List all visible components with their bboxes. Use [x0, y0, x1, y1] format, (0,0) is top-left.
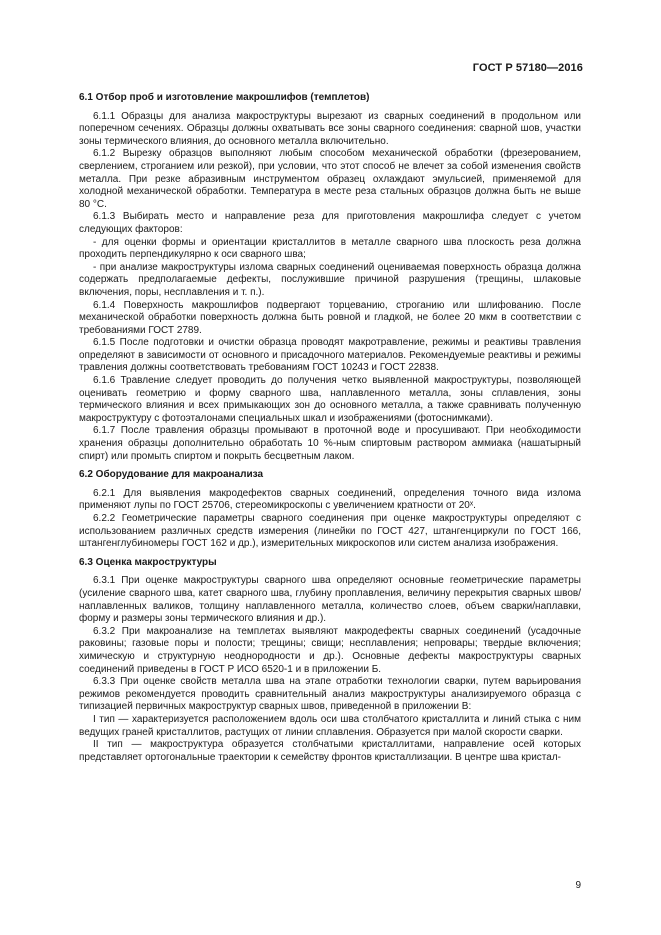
- section-heading-6-3: 6.3 Оценка макроструктуры: [79, 556, 217, 568]
- section-heading-6-1: 6.1 Отбор проб и изготовление макрошлифов (темплетов): [79, 92, 370, 103]
- paragraph-type-2: II тип — макроструктура образуется столбчатыми кристаллитами, направление осей которых представляет ортогональные траектории к семейству фронтов кристаллизации. В центре шва кристал-: [79, 739, 581, 763]
- paragraph-6-2-2: 6.2.2 Геометрические параметры сварного соединения при оценке макроструктуры определяют с использованием различных средств измерения (линейки по ГОСТ 427, штангенциркули по ГОСТ 166, штангенглубиномеры ГОСТ 162 и др.), измерительных микроскопов или систем анализа изображения.: [79, 513, 581, 550]
- paragraph-6-3-3: 6.3.3 При оценке свойств металла шва на этапе отработки технологии сварки, путем варьирования режимов рекомендуется проводить сравнительный анализ макроструктуры анализируемого образца с типизацией первичных макроструктур сварных швов, приведенной в приложении В:: [79, 676, 581, 713]
- list-item: - для оценки формы и ориентации кристаллитов в металле сварного шва плоскость реза должна проходить перпендикулярно к оси сварного шва;: [79, 236, 581, 261]
- paragraph-6-1-5: 6.1.5 После подготовки и очистки образца проводят макротравление, режимы и реактивы травления определяют в зависимости от основного и присадочного материалов. Рекомендуемые реактивы и режимы травления должны соответствовать требованиям ГОСТ 10243 и ГОСТ 22838.: [79, 337, 581, 374]
- paragraph-type-1: I тип — характеризуется расположением вдоль оси шва столбчатого кристаллита и линий стыка с ним ведущих граней кристаллитов, растущих от линии сплавления. Образуется при малой скорости сварки.: [79, 713, 581, 738]
- paragraph-6-1-6: 6.1.6 Травление следует проводить до получения четко выявленной макроструктуры, позволяющей оценивать геометрию и форму сварного шва, наплавленного металла, зоны сплавления, зоны термического влияния и всех примыкающих зон до основного металла, а также сравнивать полученную макроструктуру с фотоэталонами специальных шкал и изображениями (фотоснимками).: [79, 375, 581, 424]
- paragraph-6-1-4: 6.1.4 Поверхность макрошлифов подвергают торцеванию, строганию или шлифованию. После механической обработки поверхность должна быть ровной и гладкой, не более 20 мкм в соответствии с требованиями ГОСТ 2789.: [79, 299, 581, 336]
- paragraph-6-3-1: 6.3.1 При оценке макроструктуры сварного шва определяют основные геометрические параметры (усиление сварного шва, катет сварного шва, глубину проплавления, величину перекрытия сварных швов/наплавленных валиков, толщину наплавленного металла, количество слоев, объем сварки/наплавки, форму и размеры зоны термического влияния и др.).: [79, 575, 581, 625]
- paragraph-6-1-2: 6.1.2 Вырезку образцов выполняют любым способом механической обработки (фрезерованием, сверлением, строганием или резкой), при условии, что этот способ не влечет за собой изменения свойств металла. При резке абразивным инструментом образец охлаждают эмульсией, применяемой для холодной механической обработки. Температура в месте реза стальных образцов должна быть не выше 80 °С.: [79, 148, 581, 210]
- paragraph-6-3-2: 6.3.2 При макроанализе на темплетах выявляют макродефекты сварных соединений (усадочные раковины; газовые поры и полости; трещины; свищи; несплавления; непровары; твердые включения; химическую и структурную неоднородности и др.). Основные дефекты макроструктуры сварных соединений приведены в ГОСТ Р ИСО 6520-1 и в приложении Б.: [79, 625, 581, 675]
- section-heading-6-2: 6.2 Оборудование для макроанализа: [79, 469, 264, 481]
- paragraph-6-1-1: 6.1.1 Образцы для анализа макроструктуры вырезают из сварных соединений в продольном или поперечном сечениях. Образцы должны охватывать все зоны сварного соединения: сварной шов, участки зоны термического влияния, до основного металла включительно.: [79, 110, 581, 147]
- list-item: - при анализе макроструктуры излома сварных соединений оцениваемая поверхность образца должна содержать предполагаемые дефекты, послужившие причиной разрушения (трещины, шлаковые включения, поры, несплавления и т. п.).: [79, 261, 581, 298]
- page-content: [79, 92, 581, 764]
- document-header: ГОСТ Р 57180—2016: [472, 62, 583, 74]
- paragraph-6-1-7: 6.1.7 После травления образцы промывают в проточной воде и просушивают. При необходимости хранения образцы дополнительно обработать 10 %-ным спиртовым раствором аммиака (нашатырный спирт) или промыть спиртом и покрыть бесцветным лаком.: [79, 425, 581, 462]
- paragraph-6-1-3: 6.1.3 Выбирать место и направление реза для приготовления макрошлифа следует с учетом следующих факторов:: [79, 211, 581, 235]
- page-number: 9: [575, 880, 581, 891]
- paragraph-6-2-1: 6.2.1 Для выявления макродефектов сварных соединений, определения точного вида излома применяют лупы по ГОСТ 25706, стереомикроскопы с увеличением кратности от 20ˣ.: [79, 487, 581, 512]
